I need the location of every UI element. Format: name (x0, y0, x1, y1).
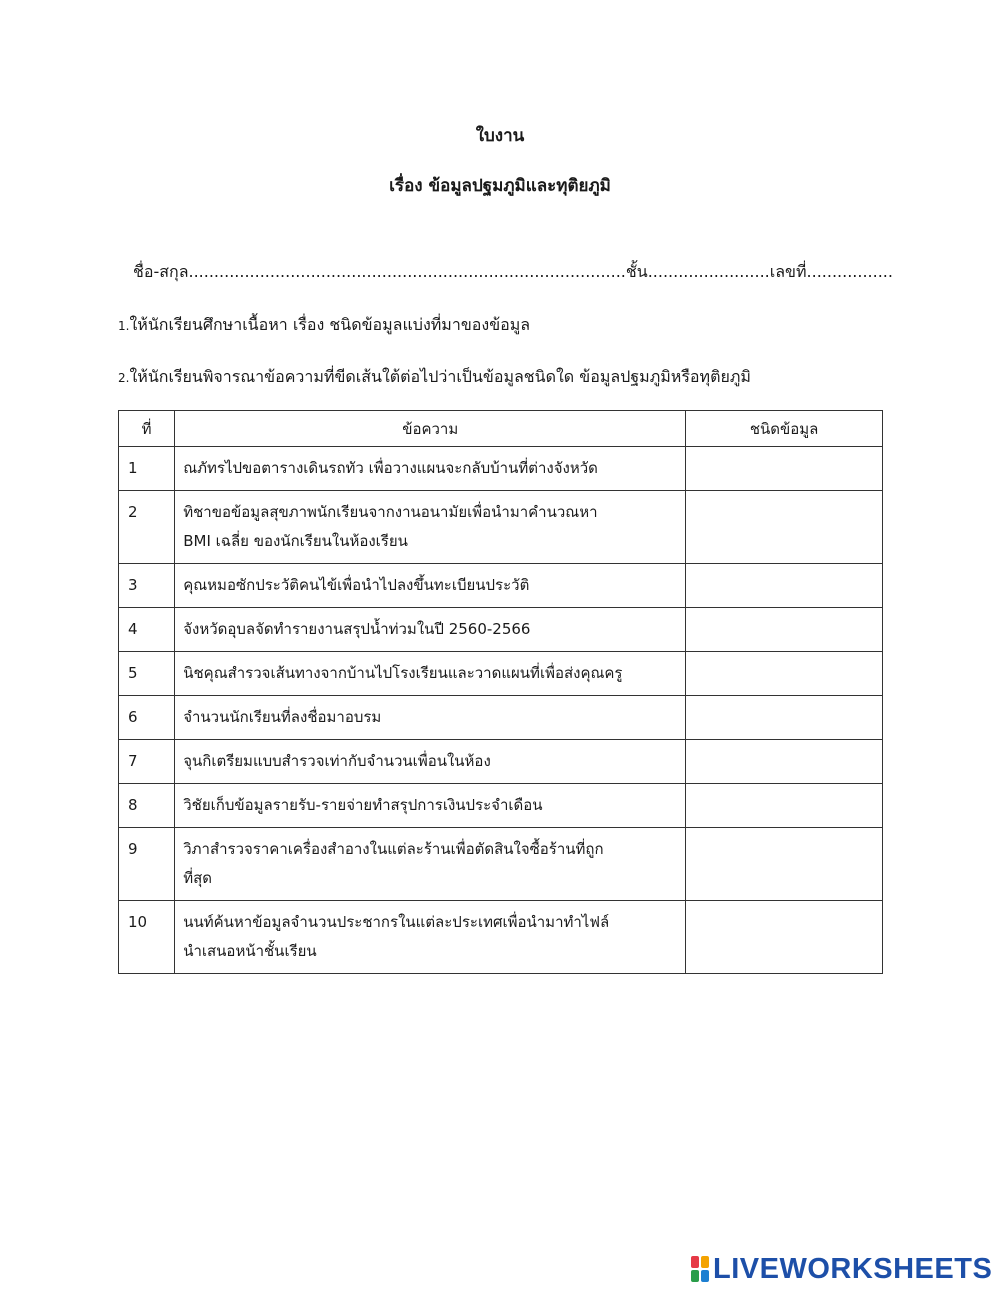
row-statement (175, 608, 686, 652)
row-number: 7 (119, 740, 175, 784)
instruction-1 (118, 313, 530, 338)
instruction-1-number: 1. (118, 319, 130, 333)
row-statement (175, 901, 686, 974)
number-field[interactable]: ................. (806, 262, 893, 281)
row-answer-cell (686, 447, 883, 491)
name-label: ชื่อ-สกุล (133, 262, 189, 281)
data-type-answer-input[interactable] (694, 748, 874, 777)
row-statement (175, 564, 686, 608)
row-answer-cell (686, 491, 883, 564)
data-type-answer-input[interactable] (694, 498, 874, 556)
statement-line: จุนกิเตรียมแบบสำรวจเท่ากับจำนวนเพื่อนในห้อง (183, 752, 491, 770)
statement-line: นำเสนอหน้าชั้นเรียน (183, 942, 317, 960)
statement-line: ที่สุด (183, 869, 213, 887)
row-number: 10 (119, 901, 175, 974)
table-header-row (119, 411, 883, 447)
row-answer-cell (686, 652, 883, 696)
statement-line: วิชัยเก็บข้อมูลรายรับ-รายจ่ายทำสรุปการเงินประจำเดือน (183, 796, 543, 814)
data-type-answer-input[interactable] (694, 835, 874, 893)
row-answer-cell (686, 696, 883, 740)
name-field[interactable]: ...................................................................................... (188, 262, 626, 281)
table-row (119, 696, 883, 740)
row-number: 3 (119, 564, 175, 608)
row-statement (175, 828, 686, 901)
data-type-answer-input[interactable] (694, 572, 874, 601)
row-number: 8 (119, 784, 175, 828)
table-row (119, 564, 883, 608)
header-data-type: ชนิดข้อมูล (686, 411, 883, 447)
logo-text: LIVEWORKSHEETS (713, 1252, 993, 1285)
statement-line: จังหวัดอุบลจัดทำรายงานสรุปน้ำท่วมในปี 2560-2566 (183, 620, 531, 638)
data-type-answer-input[interactable] (694, 908, 874, 966)
statement-line: จำนวนนักเรียนที่ลงชื่อมาอบรม (183, 708, 382, 726)
row-statement (175, 740, 686, 784)
data-type-answer-input[interactable] (694, 616, 874, 645)
statement-line: นนท์ค้นหาข้อมูลจำนวนประชากรในแต่ละประเทศเพื่อนำมาทำไฟล์ (183, 913, 610, 931)
row-number: 4 (119, 608, 175, 652)
row-answer-cell (686, 828, 883, 901)
statement-line: ณภัทรไปขอตารางเดินรถทัว เพื่อวางแผนจะกลับบ้านที่ต่างจังหวัด (183, 459, 598, 477)
row-answer-cell (686, 740, 883, 784)
instruction-2-text: ให้นักเรียนพิจารณาข้อความที่ขีดเส้นใต้ต่อไปว่าเป็นข้อมูลชนิดใด ข้อมูลปฐมภูมิหรือทุติยภูมิ (129, 367, 751, 386)
instruction-2 (118, 365, 751, 390)
statement-line: คุณหมอซักประวัติคนไข้เพื่อนำไปลงขึ้นทะเบียนประวัติ (183, 576, 530, 594)
table-body (119, 447, 883, 974)
row-answer-cell (686, 608, 883, 652)
table-row (119, 740, 883, 784)
table-row (119, 491, 883, 564)
header-number: ที่ (119, 411, 175, 447)
table-row (119, 652, 883, 696)
logo-mark-icon (691, 1256, 709, 1282)
data-type-answer-input[interactable] (694, 792, 874, 821)
number-label: เลขที่ (769, 262, 807, 281)
data-type-answer-input[interactable] (694, 660, 874, 689)
table-row (119, 828, 883, 901)
liveworksheets-logo (691, 1253, 991, 1285)
worksheet-table (118, 410, 883, 974)
statement-line: ทิชาขอข้อมูลสุขภาพนักเรียนจากงานอนามัยเพื่อนำมาคำนวณหา (183, 503, 598, 521)
data-type-answer-input[interactable] (694, 455, 874, 484)
instruction-2-number: 2. (118, 371, 130, 385)
table-row (119, 608, 883, 652)
statement-line: BMI เฉลี่ย ของนักเรียนในห้องเรียน (183, 532, 408, 550)
row-statement (175, 652, 686, 696)
row-number: 9 (119, 828, 175, 901)
row-statement (175, 447, 686, 491)
row-number: 2 (119, 491, 175, 564)
table-row (119, 784, 883, 828)
row-statement (175, 491, 686, 564)
table-row (119, 901, 883, 974)
row-number: 1 (119, 447, 175, 491)
student-info-line (133, 260, 893, 285)
data-type-answer-input[interactable] (694, 704, 874, 733)
class-label: ชั้น (625, 262, 648, 281)
row-statement (175, 784, 686, 828)
statement-line: นิชคุณสำรวจเส้นทางจากบ้านไปโรงเรียนและวาดแผนที่เพื่อส่งคุณครู (183, 664, 623, 682)
statement-line: วิภาสำรวจราคาเครื่องสำอางในแต่ละร้านเพื่อตัดสินใจซื้อร้านที่ถูก (183, 840, 604, 858)
row-number: 5 (119, 652, 175, 696)
instruction-1-text: ให้นักเรียนศึกษาเนื้อหา เรื่อง ชนิดข้อมูลแบ่งที่มาของข้อมูล (129, 315, 531, 334)
row-answer-cell (686, 564, 883, 608)
class-field[interactable]: ........................ (647, 262, 770, 281)
table-row (119, 447, 883, 491)
row-number: 6 (119, 696, 175, 740)
header-statement: ข้อความ (175, 411, 686, 447)
worksheet-subtitle: เรื่อง ข้อมูลปฐมภูมิและทุติยภูมิ (389, 176, 611, 196)
row-answer-cell (686, 901, 883, 974)
row-answer-cell (686, 784, 883, 828)
worksheet-title: ใบงาน (475, 126, 525, 146)
row-statement (175, 696, 686, 740)
